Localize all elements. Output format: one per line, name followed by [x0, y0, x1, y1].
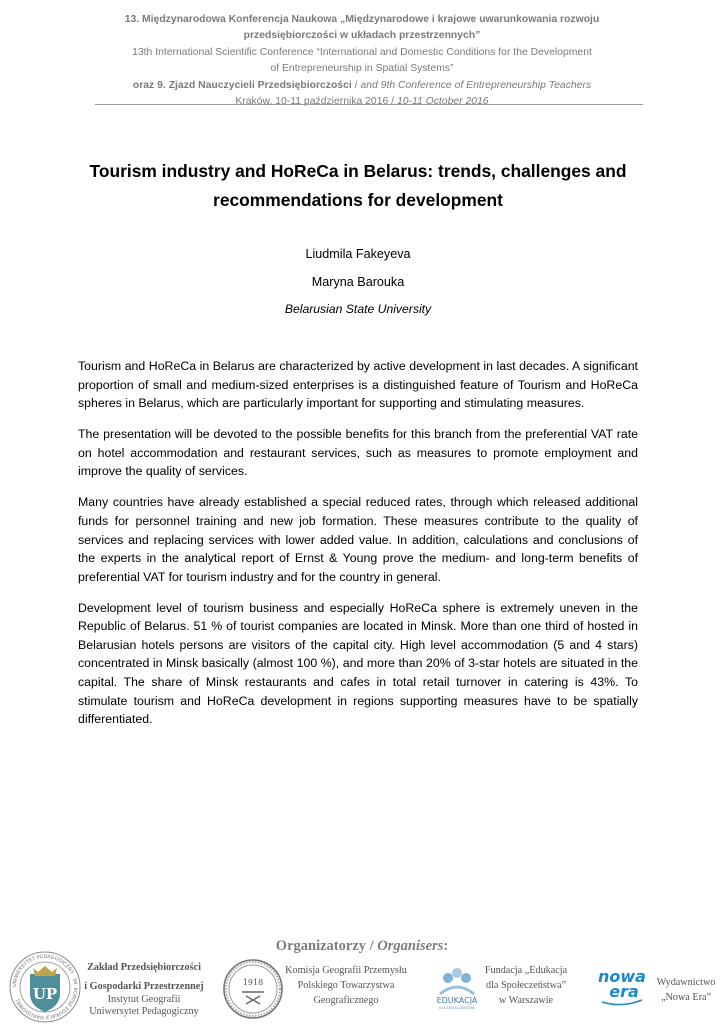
organiser-3-line-2: dla Społeczeństwa” [485, 980, 567, 991]
edukacja-logo-subtext: DLA SPOŁECZEŃSTWA [439, 1006, 475, 1010]
organiser-2-line-3: Geograficznego [313, 995, 379, 1006]
organiser-1-line-4: Uniwersytet Pedagogiczny [89, 1006, 199, 1017]
header-line-3: 13th International Scientific Conference “International and Domestic Conditions for the Development [132, 46, 592, 58]
paragraph-3: Many countries have already established a special reduced rates, through which released additional funds for personnel training and new job formation. These measures contribute to the quality of services and replacing services with lower added value. In addition, calculations and conclusions of the experts in the analytical report of Ernst & Young prove the medium- and long-term benefits of preferential VAT for tourism industry and for the country in general. [78, 495, 638, 584]
header-line-6-italic: 10-11 October 2016 [396, 96, 489, 108]
header-line-5-sep: / [351, 79, 361, 91]
affiliation: Belarusian State University [284, 302, 432, 316]
author-2: Maryna Barouka [311, 275, 405, 289]
organiser-2-text [282, 963, 410, 1008]
organiser-1-line-1: Zakład Przedsiębiorczości [87, 962, 201, 973]
organisers-heading-plain: Organizatorzy / [275, 938, 378, 954]
paragraph-4: Development level of tourism business and especially HoReCa sphere is extremely uneven in the Republic of Belarus. 51 % of tourist companies are located in Minsk. More than one third of hosted in Belarusian hotels persons are visitors of the capital city. High level accommodation (5 and 4 stars) concentrated in Minsk basically (almost 100 %), and more than 20% of 3-star hotels are situated in the capital. The share of Minsk restaurants and cafes in total retail turnover in catering is 43%. To stimulate tourism and HoReCa development in regions supporting measures have to be spatially differentiated. [78, 600, 638, 727]
organiser-4-line-1: Wydawnictwo [656, 977, 716, 988]
nowa-era-logo [594, 964, 650, 1008]
organiser-4-line-2: „Nowa Era” [660, 992, 712, 1003]
edukacja-logo-text: EDUKACJA [436, 996, 478, 1005]
nowa-era-logo-line-2: era [609, 982, 639, 1001]
organiser-1-line-2: i Gospodarki Przestrzennej [84, 981, 204, 992]
header-line-4: of Entrepreneurship in Spatial Systems” [270, 63, 454, 75]
organiser-3-line-1: Fundacja „Edukacja [484, 965, 568, 976]
header-divider [95, 104, 643, 105]
paper-title-line-1: Tourism industry and HoReCa in Belarus: trends, challenges and [89, 161, 627, 181]
header-line-2: przedsiębiorczości w układach przestrzennych” [243, 30, 481, 42]
organiser-2-line-2: Polskiego Towarzystwa [297, 980, 395, 991]
nowa-era-logo-line-1: nowa [598, 967, 646, 986]
organisers-heading [200, 938, 524, 955]
header-line-6-plain: Kraków, 10-11 października 2016 / [235, 96, 397, 108]
ptg-seal-year: 1918 [242, 978, 264, 987]
header-line-6 [95, 94, 629, 110]
conference-header [95, 12, 629, 110]
organiser-4-text [650, 975, 722, 1005]
edukacja-foundation-logo [430, 964, 484, 1012]
organisers-heading-colon: : [443, 938, 449, 954]
organiser-3-text [480, 963, 572, 1008]
header-line-5-bold: oraz 9. Zjazd Nauczycieli Przedsiębiorczości [132, 79, 352, 91]
organiser-1-line-3: Instytut Geografii [107, 994, 181, 1005]
paragraph-2: The presentation will be devoted to the possible benefits for this branch from the preferential VAT rate on hotel accommodation and restaurant services, such as measures to promote employment and improve the quality of services. [78, 427, 638, 479]
up-university-logo [8, 950, 82, 1024]
organiser-2-line-1: Komisja Geografii Przemysłu [285, 965, 407, 976]
author-1: Liudmila Fakeyeva [305, 247, 411, 261]
header-line-1: 13. Międzynarodowa Konferencja Naukowa „Międzynarodowe i krajowe uwarunkowania rozwoju [124, 14, 600, 25]
paper-title [78, 157, 638, 215]
up-logo-ring-text: UNIWERSYTET PEDAGOGICZNY · IM. KOMISJI EDUKACJI NARODOWEJ [11, 953, 79, 1021]
organiser-3-line-3: w Warszawie [498, 995, 554, 1006]
paper-title-line-2: recommendations for development [213, 190, 503, 210]
up-logo-letters: UP [32, 985, 58, 1003]
header-line-5 [95, 78, 629, 94]
paragraph-1: Tourism and HoReCa in Belarus are characterized by active development in last decades. A significant proportion of small and medium-sized enterprises is a distinguished feature of Tourism and HoReCa spheres in Belarus, which are particularly important for supporting and stimulating measures. [78, 359, 638, 411]
abstract-body [78, 357, 638, 741]
organisers-heading-italic: Organisers [377, 938, 444, 954]
organiser-1-text [84, 960, 204, 1018]
header-line-5-italic: and 9th Conference of Entrepreneurship Teachers [360, 79, 592, 91]
ptg-seal-logo [222, 958, 284, 1020]
